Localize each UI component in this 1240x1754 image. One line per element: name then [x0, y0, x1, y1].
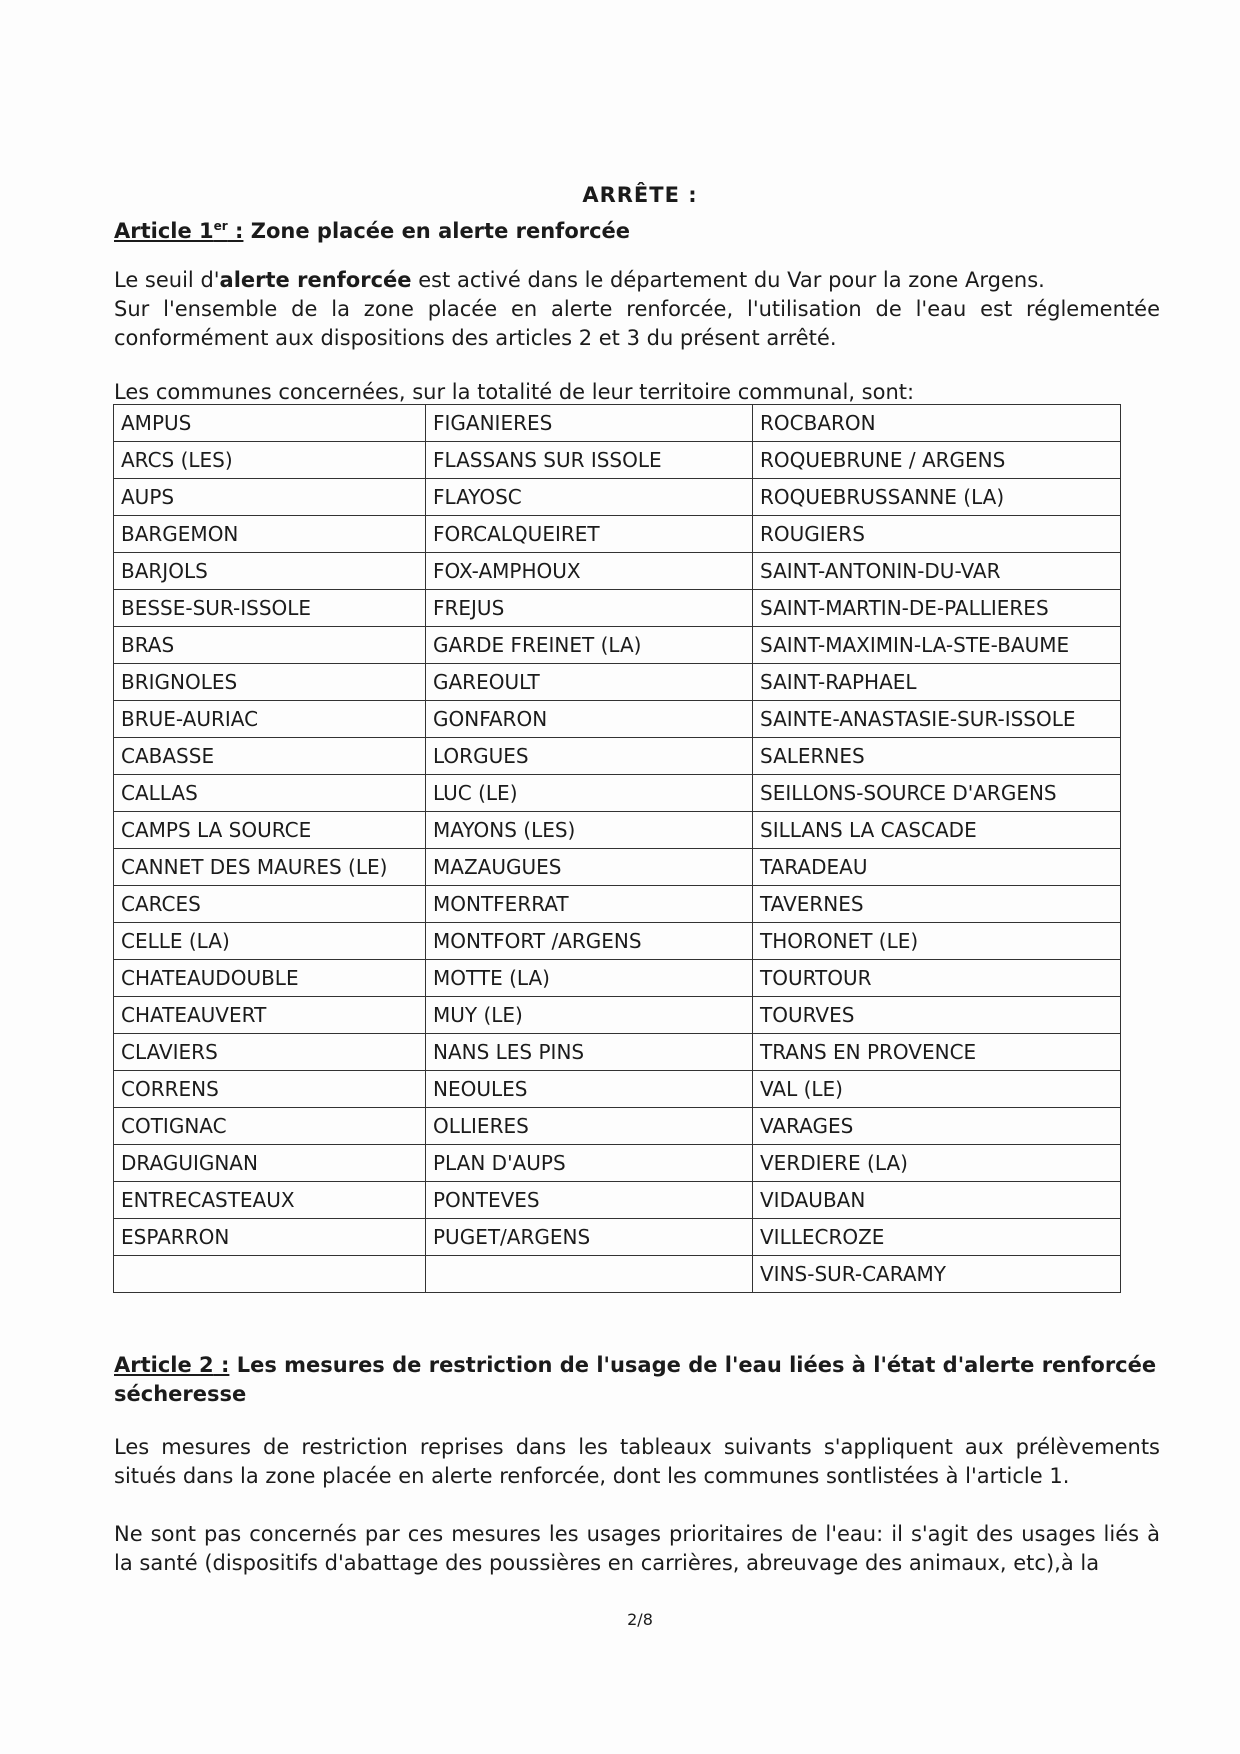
commune-cell: VIDAUBAN: [753, 1182, 1121, 1219]
commune-cell: SILLANS LA CASCADE: [753, 812, 1121, 849]
table-row: [114, 1108, 1121, 1145]
commune-cell: BRAS: [114, 627, 426, 664]
table-row: [114, 1256, 1121, 1293]
commune-cell: GAREOULT: [426, 664, 753, 701]
commune-cell: SAINTE-ANASTASIE-SUR-ISSOLE: [753, 701, 1121, 738]
commune-cell: COTIGNAC: [114, 1108, 426, 1145]
table-row: [114, 442, 1121, 479]
commune-cell: MAYONS (LES): [426, 812, 753, 849]
commune-cell: SAINT-MAXIMIN-LA-STE-BAUME: [753, 627, 1121, 664]
commune-cell: MAZAUGUES: [426, 849, 753, 886]
commune-cell: TRANS EN PROVENCE: [753, 1034, 1121, 1071]
commune-cell: FLAYOSC: [426, 479, 753, 516]
article-1-label: Article 1er :: [114, 219, 244, 243]
commune-cell: THORONET (LE): [753, 923, 1121, 960]
table-row: [114, 886, 1121, 923]
commune-cell: ENTRECASTEAUX: [114, 1182, 426, 1219]
commune-cell: NANS LES PINS: [426, 1034, 753, 1071]
table-row: [114, 590, 1121, 627]
commune-cell: CORRENS: [114, 1071, 426, 1108]
table-row: [114, 1145, 1121, 1182]
commune-cell: TARADEAU: [753, 849, 1121, 886]
commune-cell: SAINT-MARTIN-DE-PALLIERES: [753, 590, 1121, 627]
commune-cell: CABASSE: [114, 738, 426, 775]
commune-cell: BARJOLS: [114, 553, 426, 590]
commune-cell: TOURTOUR: [753, 960, 1121, 997]
article-1-paragraph-2: Sur l'ensemble de la zone placée en alerte renforcée, l'utilisation de l'eau est réglementée conformément aux dispositions des articles 2 et 3 du présent arrêté.: [114, 297, 1160, 350]
communes-table: [113, 404, 1121, 1293]
commune-cell: FLASSANS SUR ISSOLE: [426, 442, 753, 479]
table-row: [114, 849, 1121, 886]
commune-cell: [426, 1256, 753, 1293]
commune-cell: VINS-SUR-CARAMY: [753, 1256, 1121, 1293]
commune-cell: CALLAS: [114, 775, 426, 812]
commune-cell: DRAGUIGNAN: [114, 1145, 426, 1182]
communes-intro: Les communes concernées, sur la totalité de leur territoire communal, sont:: [114, 380, 915, 404]
commune-cell: VARAGES: [753, 1108, 1121, 1145]
table-row: [114, 923, 1121, 960]
commune-cell: PONTEVES: [426, 1182, 753, 1219]
article-1-heading: [114, 212, 630, 246]
commune-cell: CANNET DES MAURES (LE): [114, 849, 426, 886]
commune-cell: TAVERNES: [753, 886, 1121, 923]
table-row: [114, 405, 1121, 442]
commune-cell: BARGEMON: [114, 516, 426, 553]
commune-cell: SALERNES: [753, 738, 1121, 775]
commune-cell: FORCALQUEIRET: [426, 516, 753, 553]
table-row: [114, 479, 1121, 516]
commune-cell: MUY (LE): [426, 997, 753, 1034]
commune-cell: LORGUES: [426, 738, 753, 775]
table-row: [114, 1071, 1121, 1108]
table-row: [114, 664, 1121, 701]
commune-cell: ESPARRON: [114, 1219, 426, 1256]
commune-cell: ROUGIERS: [753, 516, 1121, 553]
commune-cell: VILLECROZE: [753, 1219, 1121, 1256]
commune-cell: PLAN D'AUPS: [426, 1145, 753, 1182]
commune-cell: LUC (LE): [426, 775, 753, 812]
article-1-paragraph-1: Le seuil d'alerte renforcée est activé dans le département du Var pour la zone Argens.: [114, 268, 1045, 292]
commune-cell: MOTTE (LA): [426, 960, 753, 997]
table-row: [114, 516, 1121, 553]
commune-cell: NEOULES: [426, 1071, 753, 1108]
commune-cell: FREJUS: [426, 590, 753, 627]
commune-cell: CARCES: [114, 886, 426, 923]
commune-cell: SAINT-RAPHAEL: [753, 664, 1121, 701]
commune-cell: CLAVIERS: [114, 1034, 426, 1071]
commune-cell: ROQUEBRUNE / ARGENS: [753, 442, 1121, 479]
commune-cell: FIGANIERES: [426, 405, 753, 442]
table-row: [114, 553, 1121, 590]
table-row: [114, 1034, 1121, 1071]
commune-cell: MONTFORT /ARGENS: [426, 923, 753, 960]
commune-cell: SAINT-ANTONIN-DU-VAR: [753, 553, 1121, 590]
commune-cell: ROCBARON: [753, 405, 1121, 442]
commune-cell: OLLIERES: [426, 1108, 753, 1145]
commune-cell: BESSE-SUR-ISSOLE: [114, 590, 426, 627]
commune-cell: PUGET/ARGENS: [426, 1219, 753, 1256]
article-2-paragraph-1: Les mesures de restriction reprises dans les tableaux suivants s'appliquent aux prélèvements situés dans la zone placée en alerte renforcée, dont les communes sontlistées à l'article 1.: [114, 1435, 1160, 1488]
article-2-heading: [114, 1351, 1160, 1409]
article-2-paragraph-2: Ne sont pas concernés par ces mesures les usages prioritaires de l'eau: il s'agit des usages liés à la santé (dispositifs d'abattage des poussières en carrières, abreuvage des animaux, etc),à la: [114, 1522, 1160, 1575]
commune-cell: TOURVES: [753, 997, 1121, 1034]
commune-cell: AUPS: [114, 479, 426, 516]
commune-cell: [114, 1256, 426, 1293]
page-number: 2/8: [627, 1610, 653, 1629]
table-row: [114, 1219, 1121, 1256]
table-row: [114, 997, 1121, 1034]
commune-cell: BRUE-AURIAC: [114, 701, 426, 738]
commune-cell: AMPUS: [114, 405, 426, 442]
commune-cell: SEILLONS-SOURCE D'ARGENS: [753, 775, 1121, 812]
commune-cell: VERDIERE (LA): [753, 1145, 1121, 1182]
table-row: [114, 701, 1121, 738]
commune-cell: VAL (LE): [753, 1071, 1121, 1108]
commune-cell: FOX-AMPHOUX: [426, 553, 753, 590]
commune-cell: CAMPS LA SOURCE: [114, 812, 426, 849]
commune-cell: MONTFERRAT: [426, 886, 753, 923]
article-2-title: Les mesures de restriction de l'usage de l'eau liées à l'état d'alerte renforcée sécheresse: [114, 1353, 1157, 1406]
table-row: [114, 775, 1121, 812]
article-2-label: Article 2 :: [114, 1353, 230, 1377]
page-title: ARRÊTE :: [582, 183, 698, 207]
table-row: [114, 738, 1121, 775]
table-row: [114, 1182, 1121, 1219]
commune-cell: ROQUEBRUSSANNE (LA): [753, 479, 1121, 516]
commune-cell: BRIGNOLES: [114, 664, 426, 701]
commune-cell: CHATEAUVERT: [114, 997, 426, 1034]
table-row: [114, 812, 1121, 849]
table-row: [114, 627, 1121, 664]
article-1-title: Zone placée en alerte renforcée: [243, 219, 631, 243]
commune-cell: ARCS (LES): [114, 442, 426, 479]
commune-cell: GONFARON: [426, 701, 753, 738]
commune-cell: CHATEAUDOUBLE: [114, 960, 426, 997]
table-row: [114, 960, 1121, 997]
commune-cell: CELLE (LA): [114, 923, 426, 960]
commune-cell: GARDE FREINET (LA): [426, 627, 753, 664]
